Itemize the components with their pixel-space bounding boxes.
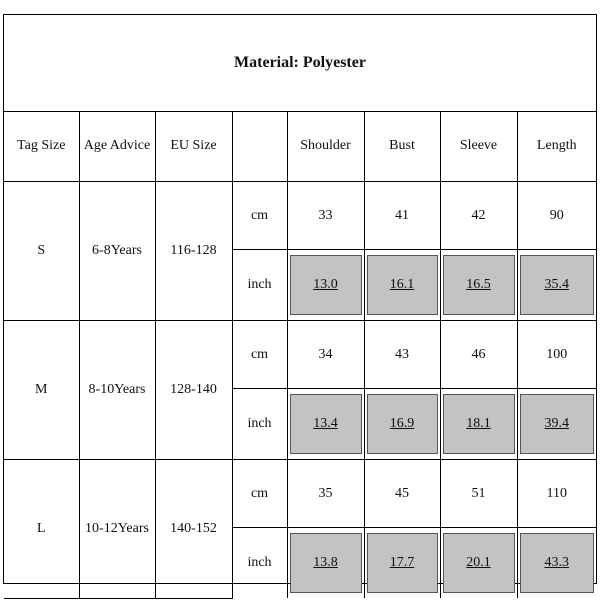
- shoulder-cm-cell: 35: [287, 460, 364, 528]
- table-row-s-cm: [4, 182, 596, 250]
- bust-cm-cell: 41: [364, 182, 440, 250]
- age-advice-cell: 8-10Years: [79, 321, 155, 460]
- unit-cell: inch: [232, 250, 287, 321]
- unit-cell: inch: [232, 389, 287, 460]
- eu-size-cell: 128-140: [155, 321, 232, 460]
- sleeve-cm-cell: 51: [440, 460, 517, 528]
- length-cm-cell: 90: [517, 182, 596, 250]
- sleeve-inch-cell: [440, 250, 517, 321]
- shoulder-cm-cell: 34: [287, 321, 364, 389]
- header-tag-size: Tag Size: [4, 112, 79, 182]
- length-cm-cell: 110: [517, 460, 596, 528]
- header-eu-size: EU Size: [155, 112, 232, 182]
- sleeve-cm-cell: 42: [440, 182, 517, 250]
- unit-cell: cm: [232, 182, 287, 250]
- header-sleeve: Sleeve: [440, 112, 517, 182]
- table-row-l-cm: [4, 460, 596, 528]
- unit-cell: cm: [232, 321, 287, 389]
- shoulder-inch-cell: [287, 250, 364, 321]
- table-row-m-cm: [4, 321, 596, 389]
- eu-size-cell: 140-152: [155, 460, 232, 599]
- shoulder-cm-cell: 33: [287, 182, 364, 250]
- length-inch-cell: [517, 389, 596, 460]
- inch-value: 16.9: [367, 394, 438, 454]
- header-unit: [232, 112, 287, 182]
- size-table: [4, 112, 596, 599]
- inch-value: 18.1: [443, 394, 515, 454]
- eu-size-cell: 116-128: [155, 182, 232, 321]
- inch-value: 16.1: [367, 255, 438, 315]
- length-cm-cell: 100: [517, 321, 596, 389]
- length-inch-cell: [517, 528, 596, 599]
- sleeve-inch-cell: [440, 528, 517, 599]
- inch-value: 39.4: [520, 394, 595, 454]
- header-length: Length: [517, 112, 596, 182]
- inch-value: 13.4: [290, 394, 362, 454]
- sleeve-cm-cell: 46: [440, 321, 517, 389]
- tag-size-cell: S: [4, 182, 79, 321]
- bust-inch-cell: [364, 250, 440, 321]
- bust-inch-cell: [364, 528, 440, 599]
- bust-cm-cell: 45: [364, 460, 440, 528]
- inch-value: 13.8: [290, 533, 362, 593]
- shoulder-inch-cell: [287, 389, 364, 460]
- inch-value: 35.4: [520, 255, 595, 315]
- age-advice-cell: 6-8Years: [79, 182, 155, 321]
- age-advice-cell: 10-12Years: [79, 460, 155, 599]
- chart-title: Material: Polyester: [4, 15, 596, 112]
- header-row: [4, 112, 596, 182]
- sleeve-inch-cell: [440, 389, 517, 460]
- unit-cell: inch: [232, 528, 287, 599]
- header-age-advice: Age Advice: [79, 112, 155, 182]
- bust-cm-cell: 43: [364, 321, 440, 389]
- length-inch-cell: [517, 250, 596, 321]
- inch-value: 13.0: [290, 255, 362, 315]
- header-bust: Bust: [364, 112, 440, 182]
- size-chart: [3, 14, 597, 584]
- tag-size-cell: L: [4, 460, 79, 599]
- inch-value: 43.3: [520, 533, 595, 593]
- header-shoulder: Shoulder: [287, 112, 364, 182]
- inch-value: 20.1: [443, 533, 515, 593]
- inch-value: 16.5: [443, 255, 515, 315]
- shoulder-inch-cell: [287, 528, 364, 599]
- tag-size-cell: M: [4, 321, 79, 460]
- unit-cell: cm: [232, 460, 287, 528]
- inch-value: 17.7: [367, 533, 438, 593]
- bust-inch-cell: [364, 389, 440, 460]
